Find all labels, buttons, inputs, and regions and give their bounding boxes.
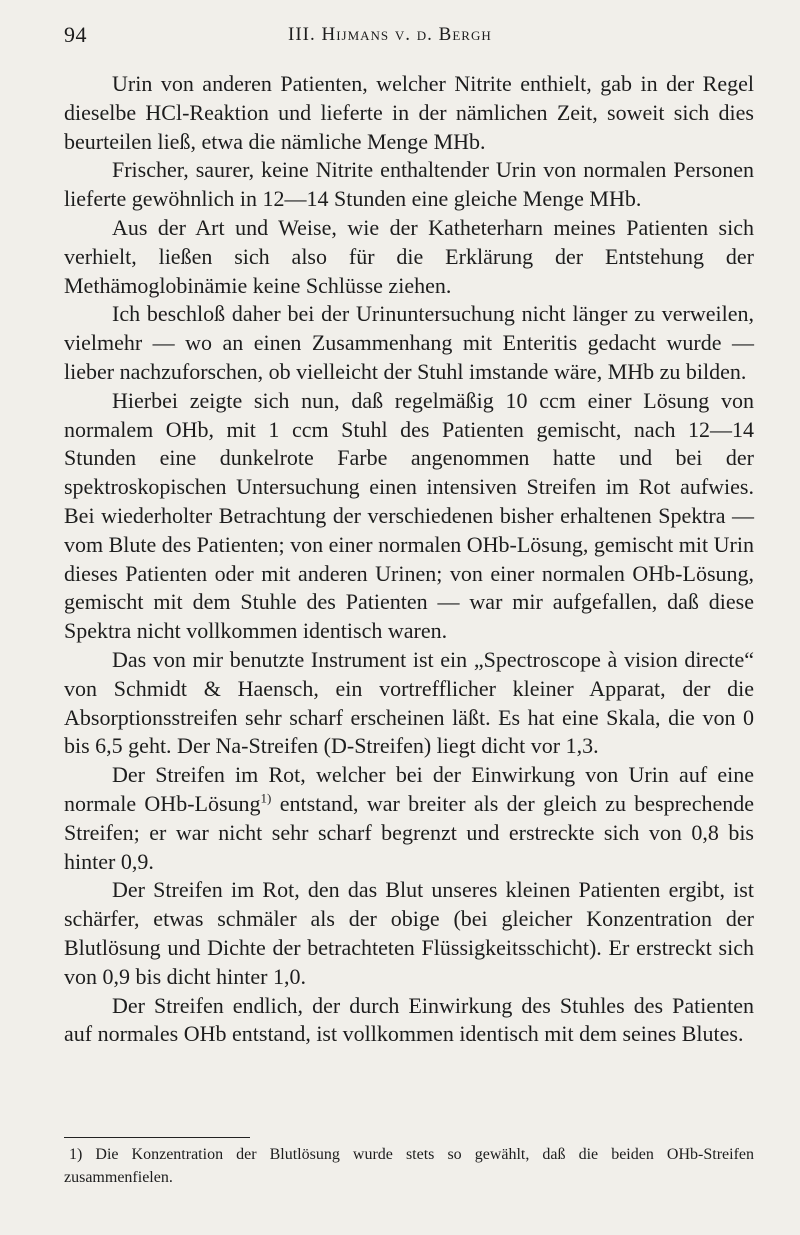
- footnote-text: Die Konzentration der Blutlösung wurde stets so gewählt, daß die beiden OHb-Streifen zusammenfielen.: [64, 1146, 754, 1186]
- footnote: [64, 1143, 754, 1189]
- paragraph-3: Aus der Art und Weise, wie der Katheterharn meines Patienten sich verhielt, ließen sich also für die Erklärung der Entstehung der Methämoglobinämie keine Schlüsse ziehen.: [64, 214, 754, 298]
- page-number: 94: [64, 22, 87, 47]
- footnote-marker: 1): [69, 1146, 83, 1163]
- paragraph-9: Der Streifen endlich, der durch Einwirkung des Stuhles des Patienten auf normales OHb entstand, ist vollkommen identisch mit dem seines Blutes.: [64, 992, 754, 1047]
- page-header: [64, 18, 746, 48]
- running-head: III. Hijmans v. d. Bergh: [288, 24, 492, 45]
- paragraph-4: Ich beschloß daher bei der Urinuntersuchung nicht länger zu verweilen, vielmehr — wo an einen Zusammenhang mit Enteritis gedacht wurde — lieber nachzuforschen, ob vielleicht der Stuhl imstande wäre, MHb zu bilden.: [64, 301, 754, 384]
- footnote-reference: 1): [260, 790, 272, 806]
- paragraph-6: Das von mir benutzte Instrument ist ein „Spectroscope à vision directe“ von Schmidt & Haensch, ein vortrefflicher kleiner Apparat, der die Absorptionsstreifen sehr scharf erscheinen läßt. Es hat eine Skala, die von 0 bis 6,5 geht. Der Na-Streifen (D-Streifen) liegt dicht vor 1,3.: [64, 646, 754, 759]
- paragraph-7: [64, 761, 754, 876]
- paragraph-5: Hierbei zeigte sich nun, daß regelmäßig 10 ccm einer Lösung von normalem OHb, mit 1 ccm Stuhl des Patienten gemischt, nach 12—14 Stunden eine dunkelrote Farbe angenommen hatte und bei der spektroskopischen Untersuchung einen intensiven Streifen im Rot aufwies. Bei wiederholter Betrachtung der verschiedenen bisher erhaltenen Spektra — vom Blute des Patienten; von einer normalen OHb-Lösung, gemischt mit Urin dieses Patienten oder mit anderen Urinen; von einer normalen OHb-Lösung, gemischt mit dem Stuhle des Patienten — war mir aufgefallen, daß diese Spektra nicht vollkommen identisch waren.: [64, 387, 754, 644]
- paragraph-2: Frischer, saurer, keine Nitrite enthaltender Urin von normalen Personen lieferte gewöhnlich in 12—14 Stunden eine gleiche Menge MHb.: [64, 157, 754, 212]
- paragraph-7-end: entstand, war breiter als der gleich zu besprechende Streifen; er war nicht sehr scharf begrenzt und erstreckte sich von 0,8 bis hinter 0,9.: [64, 790, 754, 874]
- paragraph-8: Der Streifen im Rot, den das Blut unseres kleinen Patienten ergibt, ist schärfer, etwas schmäler als der obige (bei gleicher Konzentration der Blutlösung und Dichte der betrachteten Flüssigkeitsschicht). Er erstreckt sich von 0,9 bis dicht hinter 1,0.: [64, 877, 754, 989]
- footnote-rule: [64, 1137, 250, 1138]
- paragraph-7-start: Der Streifen im Rot, welcher bei der Einwirkung von Urin auf eine normale OHb-Lösung: [64, 762, 754, 816]
- body-text: [64, 70, 754, 1049]
- paragraph-1: Urin von anderen Patienten, welcher Nitrite enthielt, gab in der Regel dieselbe HCl-Reaktion und lieferte in der nämlichen Zeit, soweit sich dies beurteilen ließ, etwa die nämliche Menge MHb.: [64, 71, 754, 154]
